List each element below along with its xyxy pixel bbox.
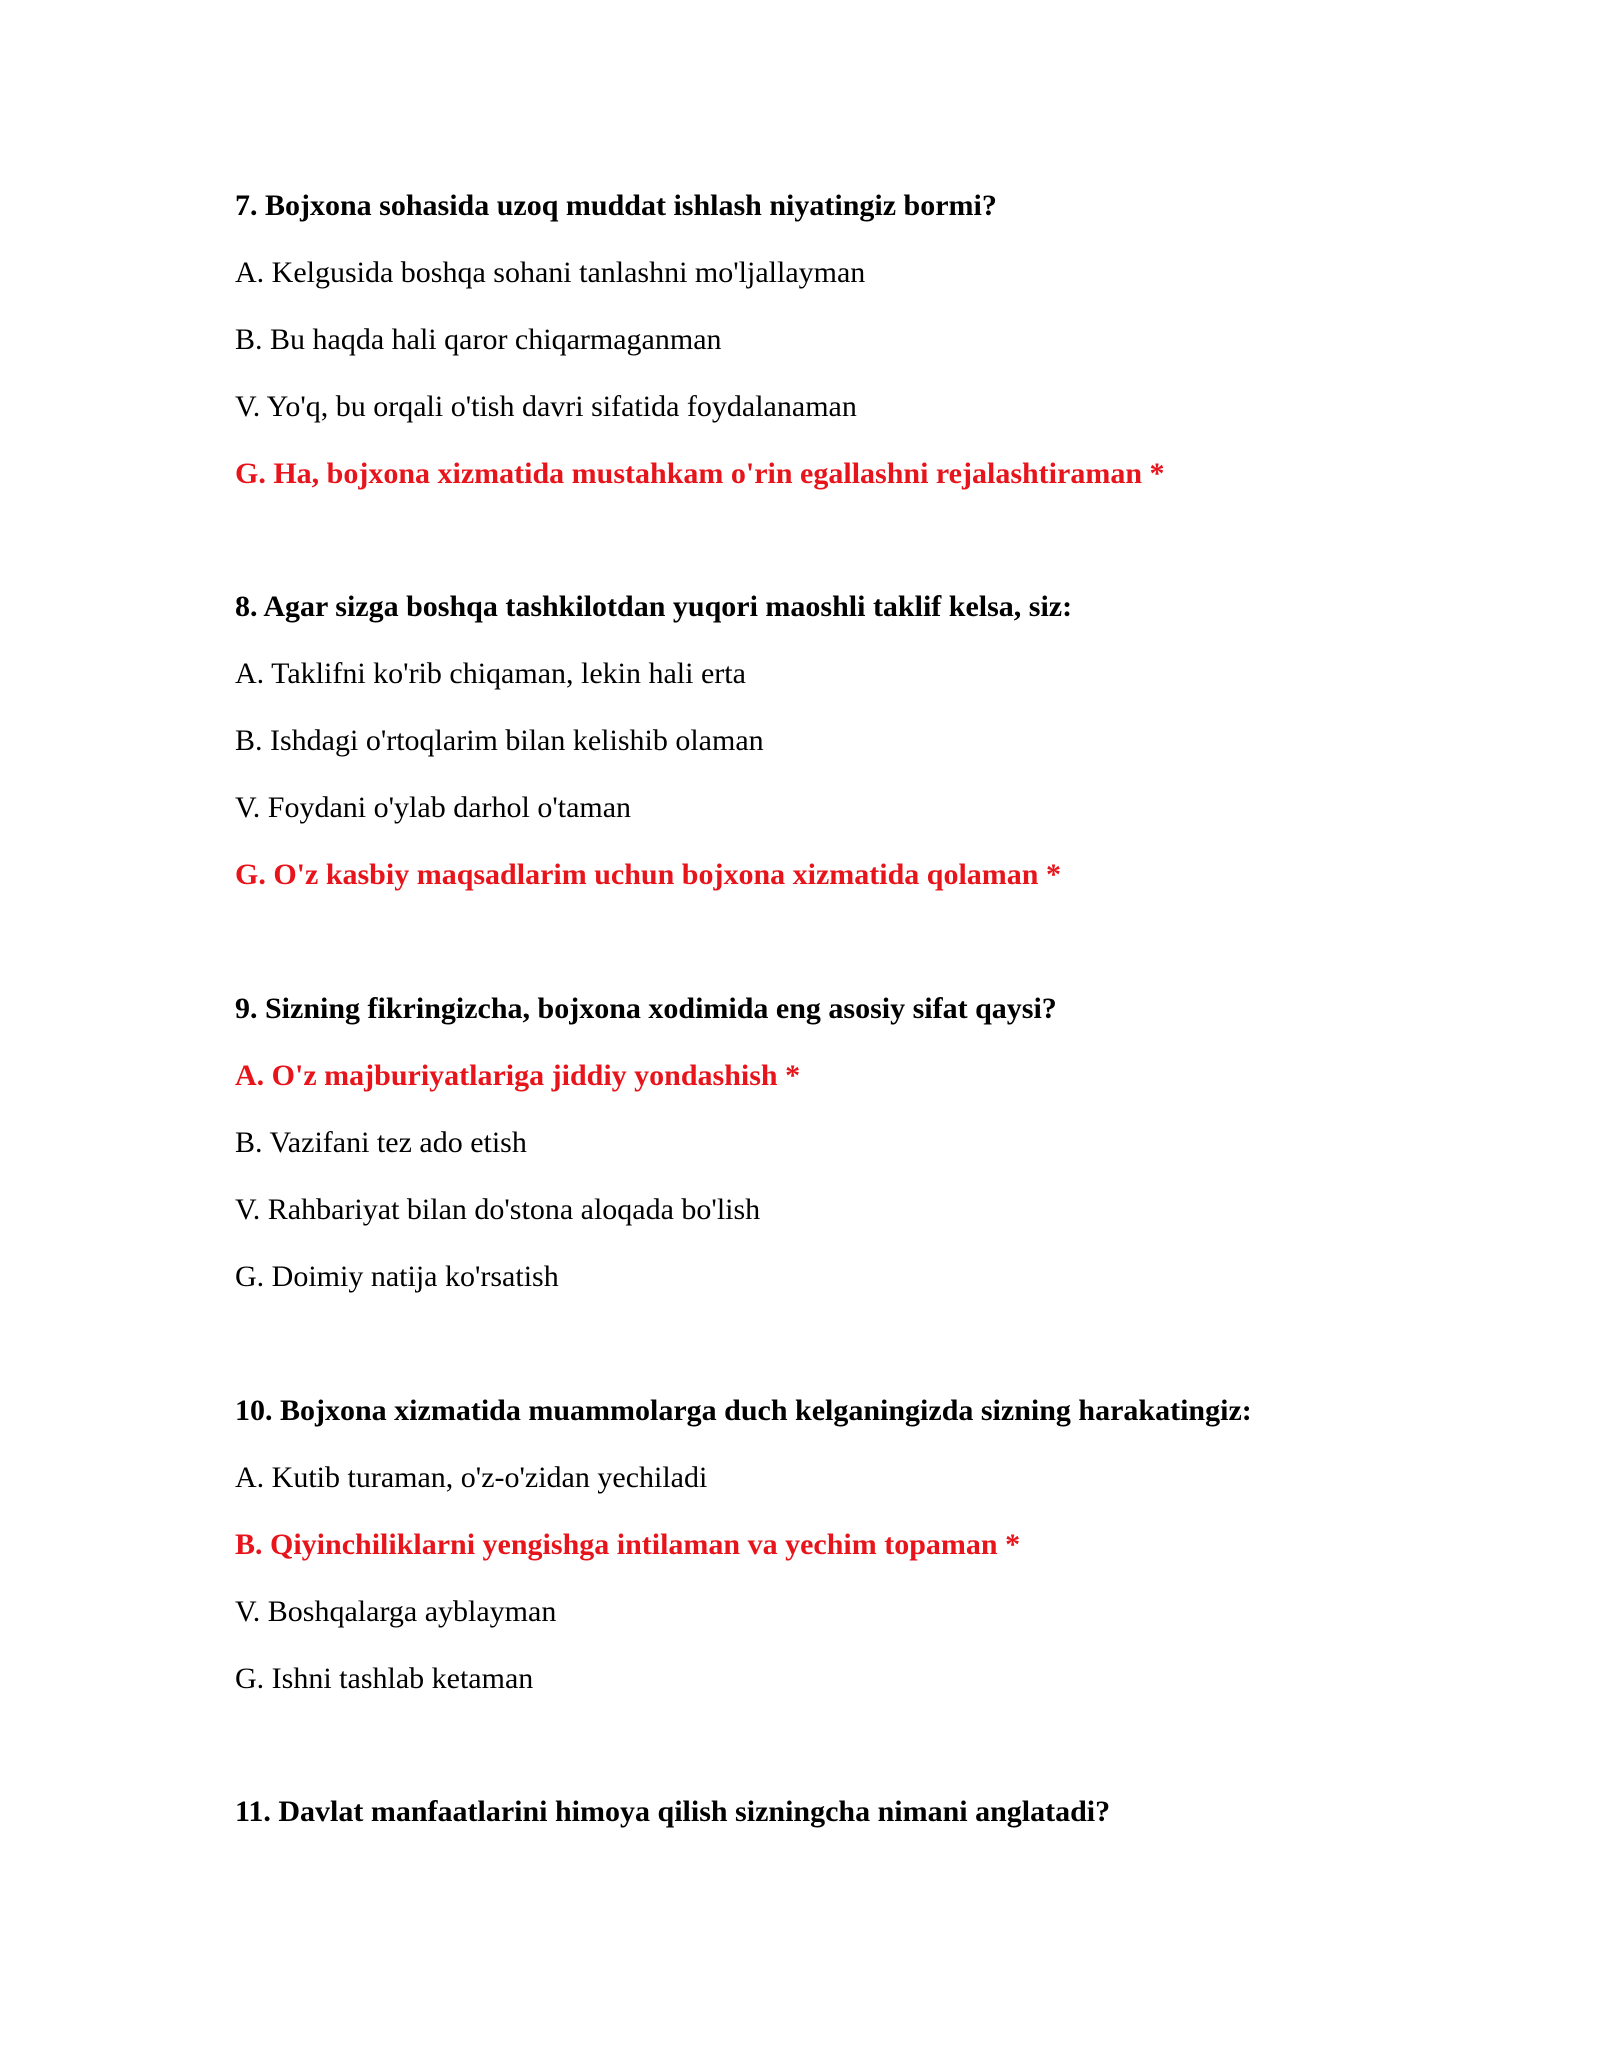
answer-option: A. Kutib turaman, o'z-o'zidan yechiladi [235,1461,708,1494]
question-block [235,991,1435,1293]
correct-answer-option: B. Qiyinchiliklarni yengishga intilaman va yechim topaman * [235,1528,1021,1561]
answer-option: V. Rahbariyat bilan do'stona aloqada bo'lish [235,1193,761,1226]
answer-option: V. Foydani o'ylab darhol o'taman [235,791,632,824]
question-text: 7. Bojxona sohasida uzoq muddat ishlash niyatingiz bormi? [235,189,997,222]
question-block [235,188,1435,490]
answer-option: G. Ishni tashlab ketaman [235,1662,534,1695]
correct-answer-option: G. O'z kasbiy maqsadlarim uchun bojxona xizmatida qolaman * [235,858,1061,891]
question-block [235,1393,1435,1695]
question-text: 8. Agar sizga boshqa tashkilotdan yuqori maoshli taklif kelsa, siz: [235,590,1073,623]
answer-option: A. Taklifni ko'rib chiqaman, lekin hali erta [235,657,746,690]
correct-answer-option: G. Ha, bojxona xizmatida mustahkam o'rin egallashni rejalashtiraman * [235,457,1165,490]
answer-option: B. Ishdagi o'rtoqlarim bilan kelishib olaman [235,724,764,757]
answer-option: B. Vazifani tez ado etish [235,1126,527,1159]
question-text: 9. Sizning fikringizcha, bojxona xodimida eng asosiy sifat qaysi? [235,992,1057,1025]
answer-option: V. Yo'q, bu orqali o'tish davri sifatida foydalanaman [235,390,857,423]
correct-answer-option: A. O'z majburiyatlariga jiddiy yondashish * [235,1059,801,1092]
answer-option: A. Kelgusida boshqa sohani tanlashni mo'ljallayman [235,256,866,289]
question-block [235,589,1435,891]
question-block [235,1794,1435,1830]
answer-option: B. Bu haqda hali qaror chiqarmaganman [235,323,722,356]
answer-option: G. Doimiy natija ko'rsatish [235,1260,559,1293]
question-text: 11. Davlat manfaatlarini himoya qilish sizningcha nimani anglatadi? [235,1795,1111,1828]
question-text: 10. Bojxona xizmatida muammolarga duch kelganingizda sizning harakatingiz: [235,1394,1252,1427]
answer-option: V. Boshqalarga ayblayman [235,1595,557,1628]
